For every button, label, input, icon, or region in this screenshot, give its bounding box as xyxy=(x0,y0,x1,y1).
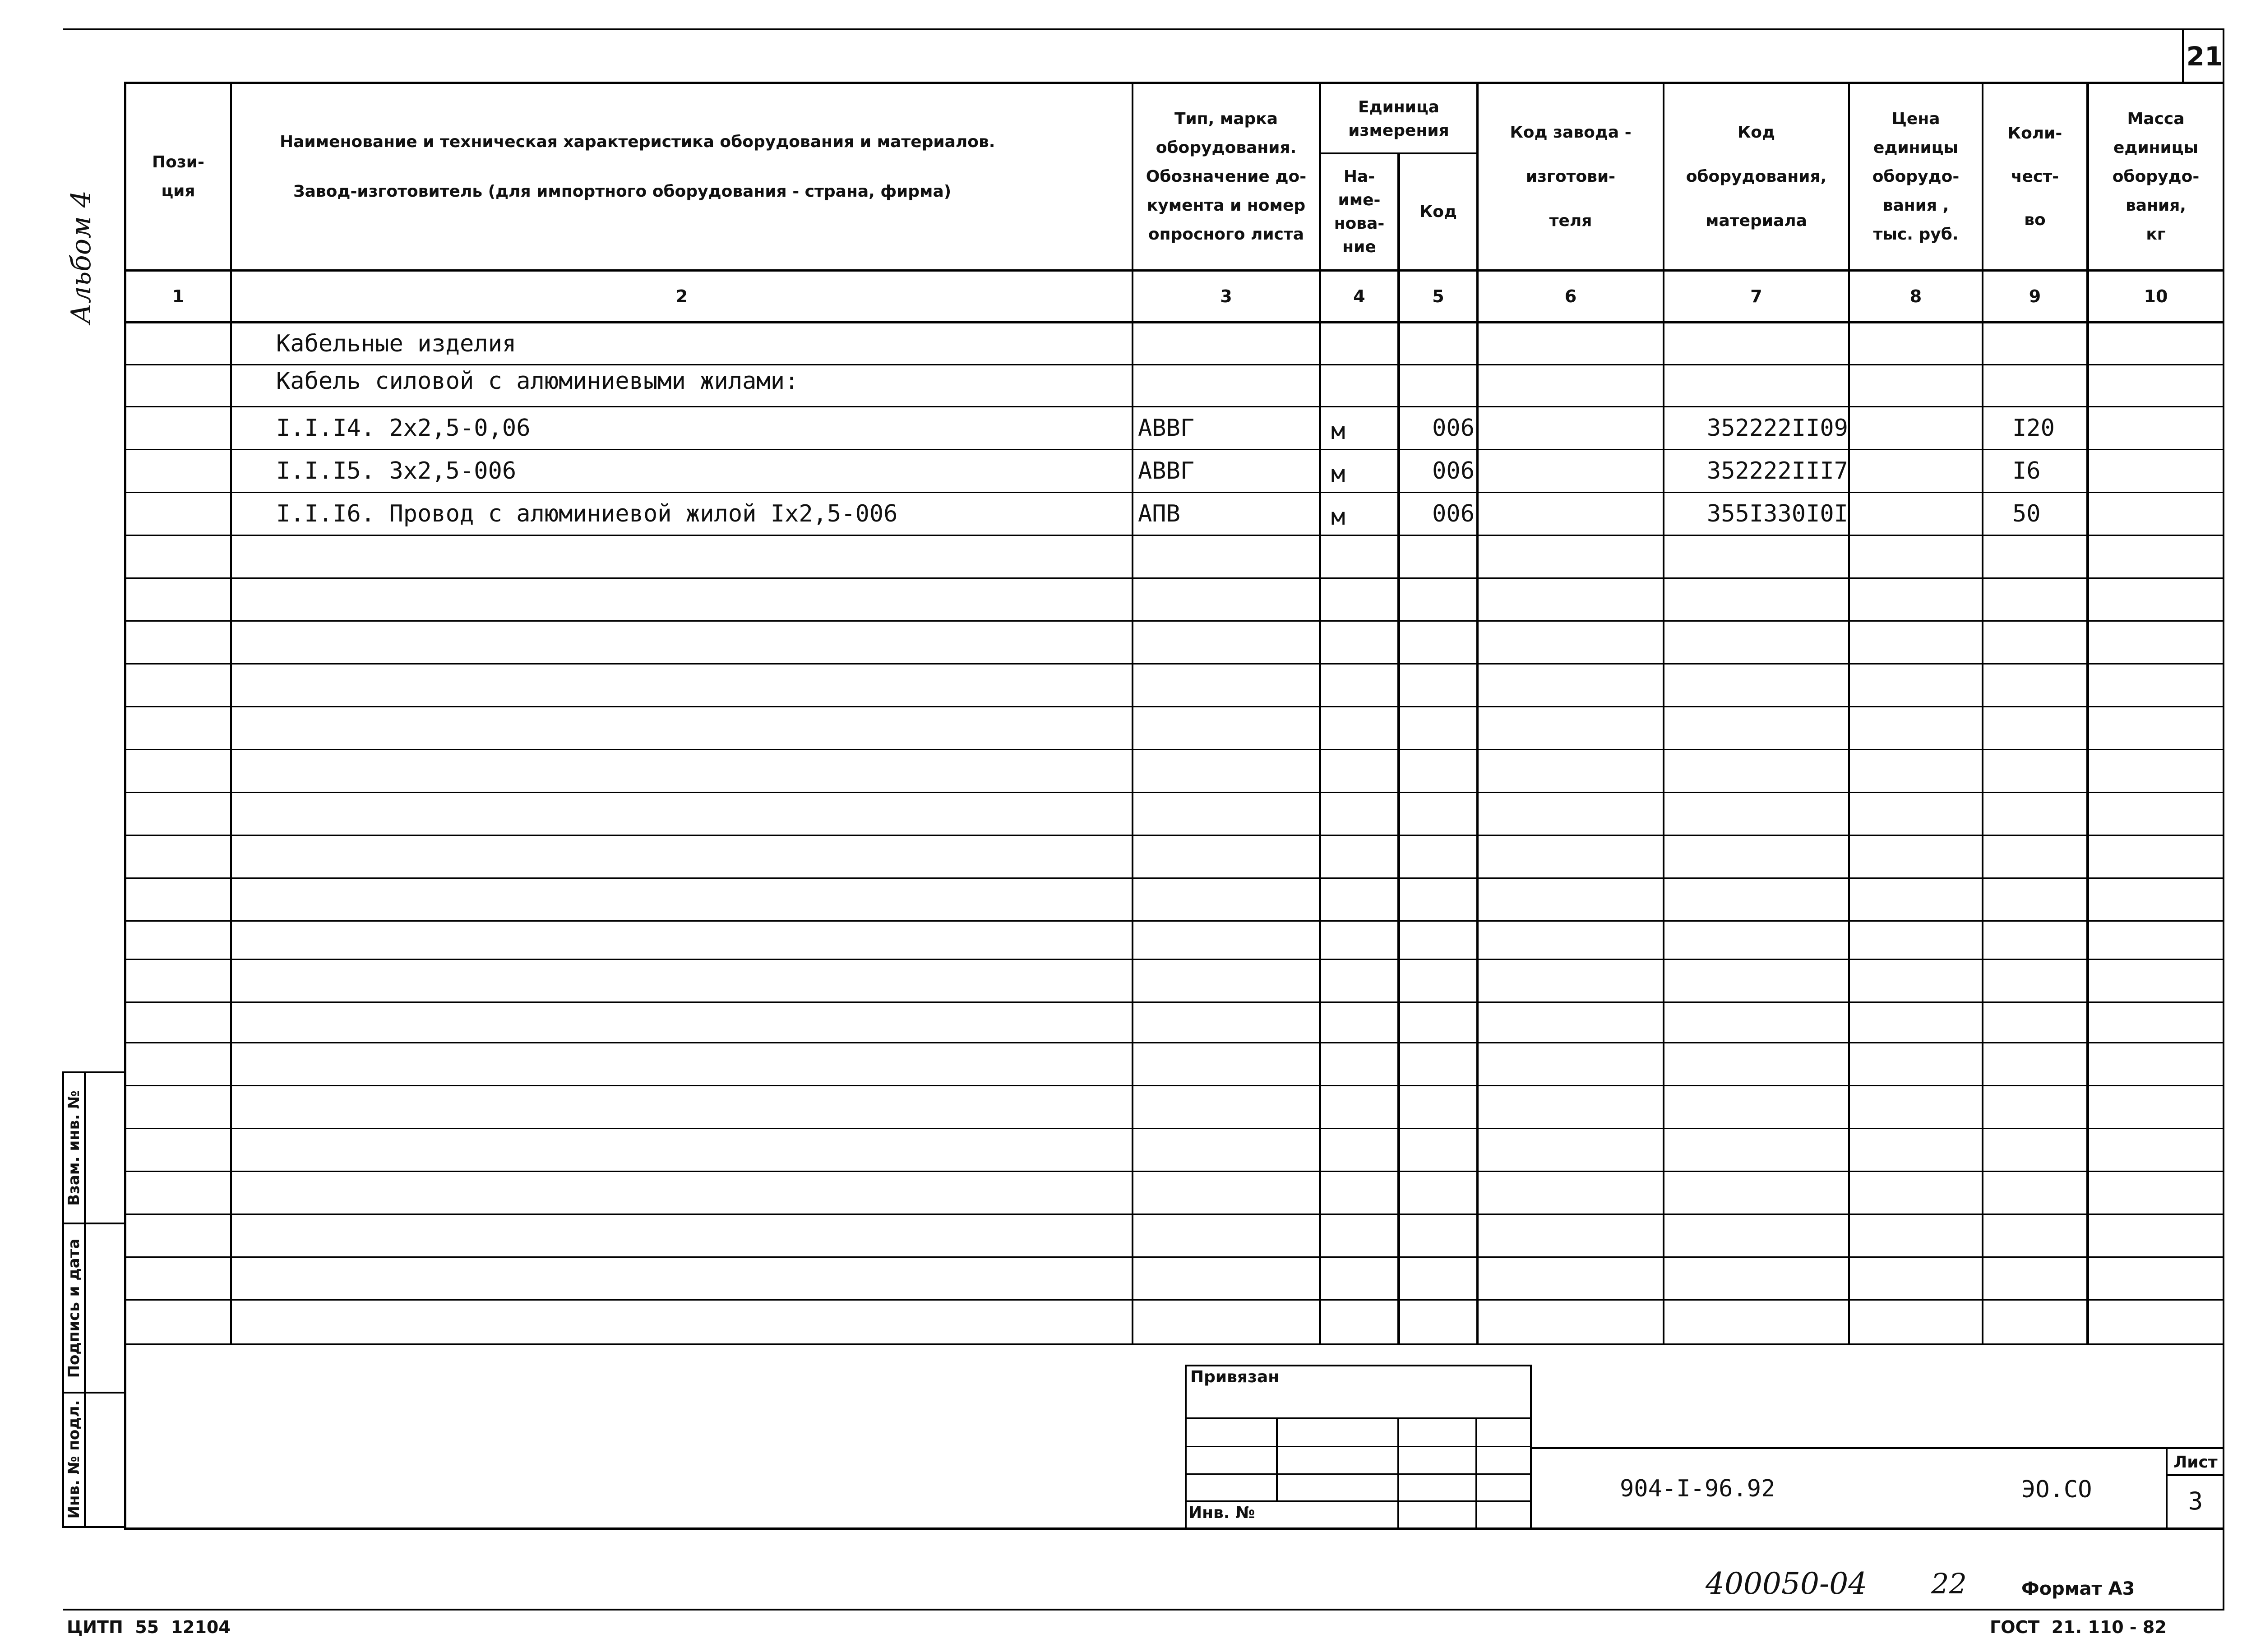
row-3-equipment-code: 352222II09 xyxy=(1706,415,1848,442)
row-3-code: 006 xyxy=(1432,415,1475,442)
row-5-quantity: 50 xyxy=(2012,500,2041,527)
row-4-unit: м xyxy=(1331,461,1345,488)
footer-gost: ГОСТ 21. 110 - 82 xyxy=(1990,1617,2167,1637)
table-bottom-right xyxy=(1530,1527,2224,1530)
row-5-unit: м xyxy=(1331,503,1345,531)
row-4-code: 006 xyxy=(1432,457,1475,485)
row-4-quantity: I6 xyxy=(2012,457,2041,485)
handwritten-code: 400050-04 xyxy=(1706,1566,1868,1601)
header-mass: Масса единицы оборудо- вания, кг xyxy=(2112,109,2200,244)
row-4-type: АВВГ xyxy=(1138,457,1195,485)
section-code: ЭО.СО xyxy=(2021,1476,2092,1503)
header-quantity: Коли- чест- во xyxy=(2007,124,2062,229)
row-3-name: I.I.I4. 2х2,5-0,06 xyxy=(276,415,531,442)
row-5-type: АПВ xyxy=(1138,500,1180,527)
table-bottom xyxy=(124,1527,1532,1530)
row-5-equipment-code: 355I330I0I xyxy=(1706,500,1848,527)
header-equipment-code: Код оборудования, материала xyxy=(1686,123,1827,230)
header-price: Цена единицы оборудо- вания , тыс. руб. xyxy=(1872,109,1960,244)
table-mid-bottom xyxy=(124,1343,2224,1345)
corner-box-left xyxy=(2182,28,2184,82)
row-5-code: 006 xyxy=(1432,500,1475,527)
inv-no-label: Инв. № xyxy=(1188,1504,1255,1522)
footer-left-code: ЦИТП 55 12104 xyxy=(67,1617,231,1637)
header-name-line2: Завод-изготовитель (для импортного оборудования - страна, фирма) xyxy=(293,182,952,201)
header-unit-code: Код xyxy=(1419,202,1457,221)
list-label: Лист xyxy=(2173,1453,2218,1472)
header-unit-group: Единица измерения xyxy=(1348,98,1449,140)
side-stamp-left xyxy=(62,1071,64,1528)
header-unit-name: На- име- нова- ние xyxy=(1334,167,1385,256)
row-4-name: I.I.I5. 3х2,5-006 xyxy=(276,457,517,485)
privyazan-label: Привязан xyxy=(1190,1368,1280,1386)
list-number: 3 xyxy=(2188,1486,2203,1515)
side-stamp-signature-date: Подпись и дата xyxy=(65,1238,83,1378)
format-label: Формат А3 xyxy=(2021,1578,2135,1599)
album-label: Альбом 4 xyxy=(65,190,97,324)
header-position: Пози- ция xyxy=(152,152,204,200)
row-3-unit: м xyxy=(1331,418,1345,445)
row-3-quantity: I20 xyxy=(2012,415,2055,442)
sheet-corner-number: 21 xyxy=(2186,41,2223,72)
side-stamp-top xyxy=(62,1071,126,1073)
header-type: Тип, марка оборудования. Обозначение до- кумента и номер опросного листа xyxy=(1146,109,1307,244)
row-4-equipment-code: 352222III7 xyxy=(1706,457,1848,485)
handwritten-page: 22 xyxy=(1931,1567,1967,1600)
frame-bottom xyxy=(63,1609,2224,1610)
row-2-name: Кабель силовой с алюминиевыми жилами: xyxy=(276,368,799,395)
frame-right xyxy=(2223,28,2224,1610)
side-stamp-original-inv: Инв. № подл. xyxy=(65,1400,83,1519)
row-5-name: I.I.I6. Провод с алюминиевой жилой Iх2,5-006 xyxy=(276,500,898,527)
document-code: 904-I-96.92 xyxy=(1620,1475,1775,1502)
row-1-name: Кабельные изделия xyxy=(276,330,517,357)
side-stamp-right xyxy=(84,1071,86,1528)
header-factory-code: Код завода - изготови- теля xyxy=(1510,123,1632,230)
frame-top xyxy=(63,28,2224,30)
header-name-line1: Наименование и техническая характеристика оборудования и материалов. xyxy=(280,133,995,151)
side-stamp-replacement-inv: Взам. инв. № xyxy=(65,1090,83,1206)
row-3-type: АВВГ xyxy=(1138,415,1195,442)
